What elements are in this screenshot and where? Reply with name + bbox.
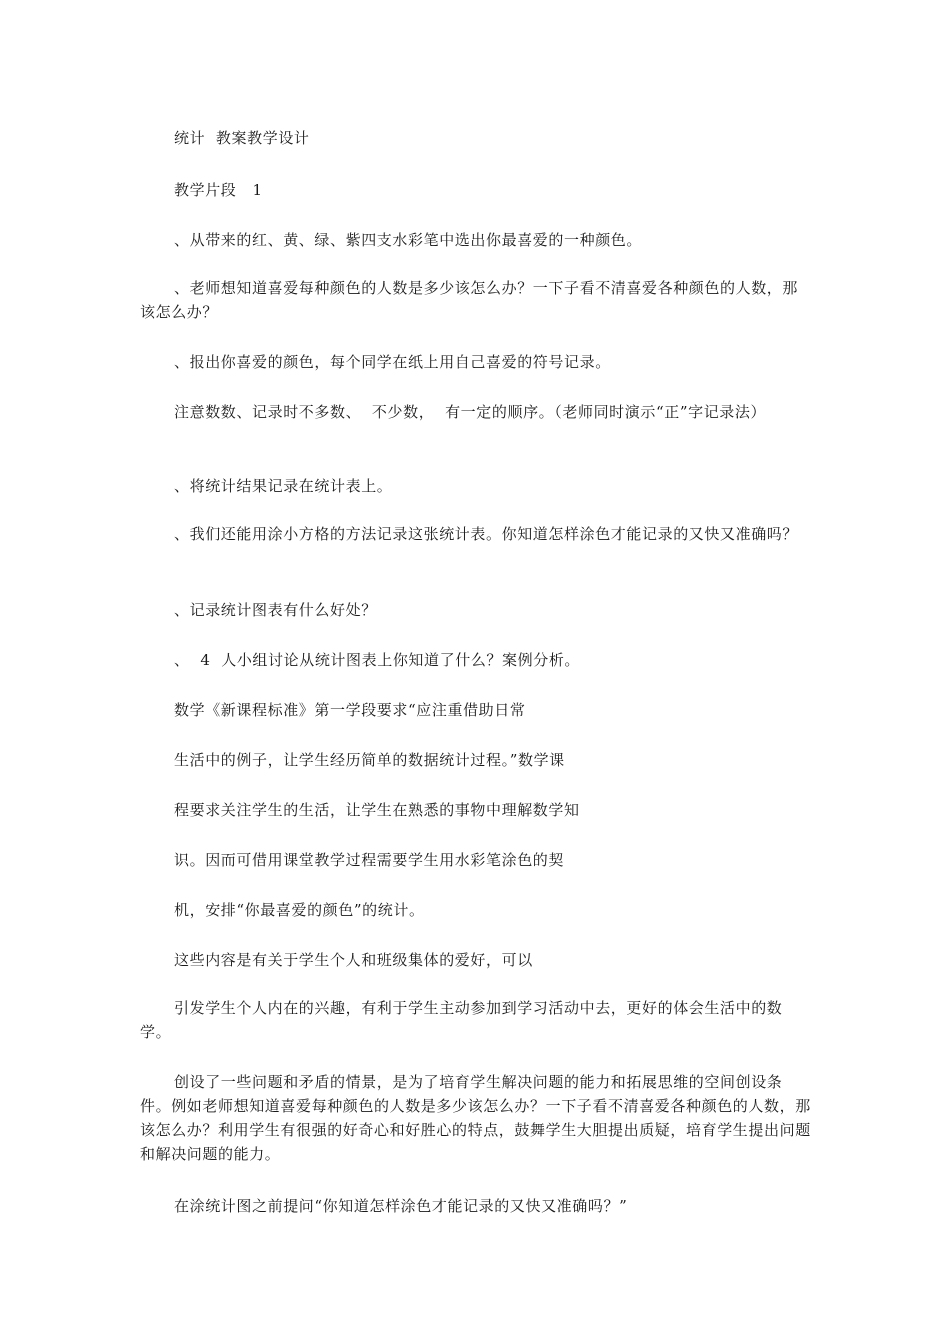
- paragraph-4: 注意数数、记录时不多数、 不少数， 有一定的顺序。（老师同时演示“正”字记录法）: [174, 403, 767, 421]
- paragraph-9: 数学《新课程标准》第一学段要求“应注重借助日常: [174, 701, 526, 719]
- paragraph-7: 、记录统计图表有什么好处？: [174, 601, 377, 619]
- paragraph-5: 、将统计结果记录在统计表上。: [174, 477, 393, 495]
- document-title: 统计 教案教学设计: [174, 129, 310, 147]
- paragraph-16: 创设了一些问题和矛盾的情景，是为了培育学生解决问题的能力和拓展思维的空间创设条件。例如老师想知道喜爱每种颜色的人数是多少该怎么办？一下子看不清喜爱各种颜色的人数，那该怎么办？利用学生有很强的好奇心和好胜心的特点，鼓舞学生大胆提出质疑，培育学生提出问题和解决问题的能力。: [140, 1073, 811, 1163]
- paragraph-2: 、老师想知道喜爱每种颜色的人数是多少该怎么办？一下子看不清喜爱各种颜色的人数，那该怎么办？: [140, 279, 799, 321]
- paragraph-10: 生活中的例子，让学生经历简单的数据统计过程。”数学课: [174, 751, 565, 769]
- paragraph-12: 识。因而可借用课堂教学过程需要学生用水彩笔涂色的契: [174, 851, 565, 869]
- paragraph-3: 、报出你喜爱的颜色，每个同学在纸上用自己喜爱的符号记录。: [174, 353, 611, 371]
- paragraph-11: 程要求关注学生的生活，让学生在熟悉的事物中理解数学知: [174, 801, 580, 819]
- paragraph-13: 机，安排“你最喜爱的颜色”的统计。: [174, 901, 425, 919]
- paragraph-1: 、从带来的红、黄、绿、紫四支水彩笔中选出你最喜爱的一种颜色。: [174, 231, 643, 249]
- paragraph-6: 、我们还能用涂小方格的方法记录这张统计表。你知道怎样涂色才能记录的又快又准确吗？: [174, 525, 799, 543]
- paragraph-14: 这些内容是有关于学生个人和班级集体的爱好，可以: [174, 951, 533, 969]
- paragraph-15: 引发学生个人内在的兴趣，有利于学生主动参加到学习活动中去，更好的体会生活中的数学。: [140, 999, 783, 1041]
- paragraph-8: 、 4 人小组讨论从统计图表上你知道了什么？案例分析。: [174, 651, 581, 669]
- section-heading: 教学片段 1: [174, 181, 263, 199]
- paragraph-17: 在涂统计图之前提问“你知道怎样涂色才能记录的又快又准确吗？”: [174, 1197, 628, 1215]
